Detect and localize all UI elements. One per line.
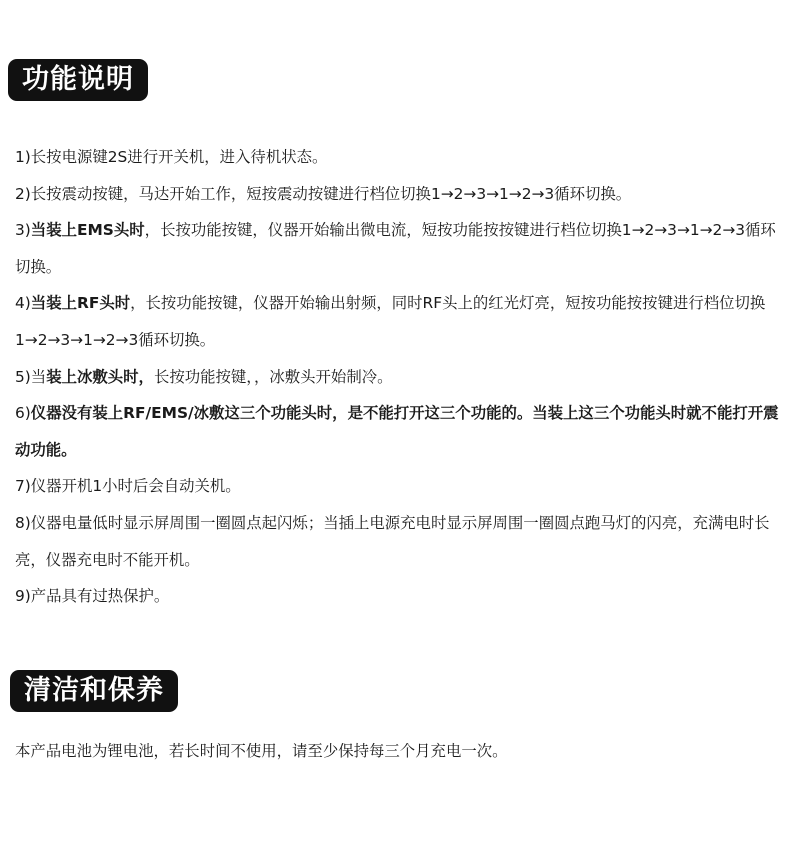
feature-text: 7)仪器开机1小时后会自动关机。: [15, 477, 241, 496]
feature-emphasis: 当装上EMS头时: [30, 221, 145, 240]
feature-text: ，长按功能按键，仪器开始输出微电流，短按功能按按键进行档位切换1→2→3→1→2→3循环切换。: [15, 221, 776, 276]
feature-item-2: [15, 176, 785, 213]
feature-text: 长按功能按键，，冰敷头开始制冷。: [153, 367, 393, 386]
feature-item-1: [15, 139, 785, 176]
feature-emphasis: 仪器没有装上RF/EMS/冰敷这三个功能头时，是不能打开这三个功能的。当装上这三个功能头时就不能打开震动功能。: [15, 404, 779, 459]
feature-item-5: [15, 359, 785, 396]
feature-item-8: [15, 505, 785, 578]
feature-text: ，长按功能按键，仪器开始输出射频，同时RF头上的红光灯亮，短按功能按按键进行档位切换1→2→3→1→2→3循环切换。: [15, 294, 766, 349]
feature-text: 8)仪器电量低时显示屏周围一圈圆点起闪烁；当插上电源充电时显示屏周围一圈圆点跑马灯的闪亮，充满电时长亮，仪器充电时不能开机。: [15, 513, 770, 569]
care-text: 本产品电池为锂电池，若长时间不使用，请至少保持每三个月充电一次。: [15, 742, 508, 760]
feature-text: 4): [15, 294, 31, 313]
section-title-care: 清洁和保养: [10, 670, 178, 712]
feature-item-3: [15, 212, 785, 285]
section-title-features: 功能说明: [8, 59, 148, 101]
feature-item-9: [15, 578, 785, 615]
feature-text: 2)长按震动按键，马达开始工作，短按震动按键进行档位切换1→2→3→1→2→3循环切换。: [15, 184, 632, 203]
feature-item-7: [15, 468, 785, 505]
feature-text: 5)当: [15, 367, 47, 386]
care-text-block: [15, 733, 785, 770]
feature-emphasis: 当装上RF头时: [30, 294, 131, 313]
feature-emphasis: 装上冰敷头时，: [46, 367, 154, 386]
feature-item-4: [15, 285, 785, 358]
feature-text: 1)长按电源键2S进行开关机，进入待机状态。: [15, 148, 328, 166]
feature-text: 9)产品具有过热保护。: [15, 587, 170, 606]
features-list: [15, 139, 785, 615]
feature-text: 6): [15, 404, 31, 423]
feature-text: 3): [15, 221, 31, 240]
feature-item-6: [15, 395, 785, 468]
